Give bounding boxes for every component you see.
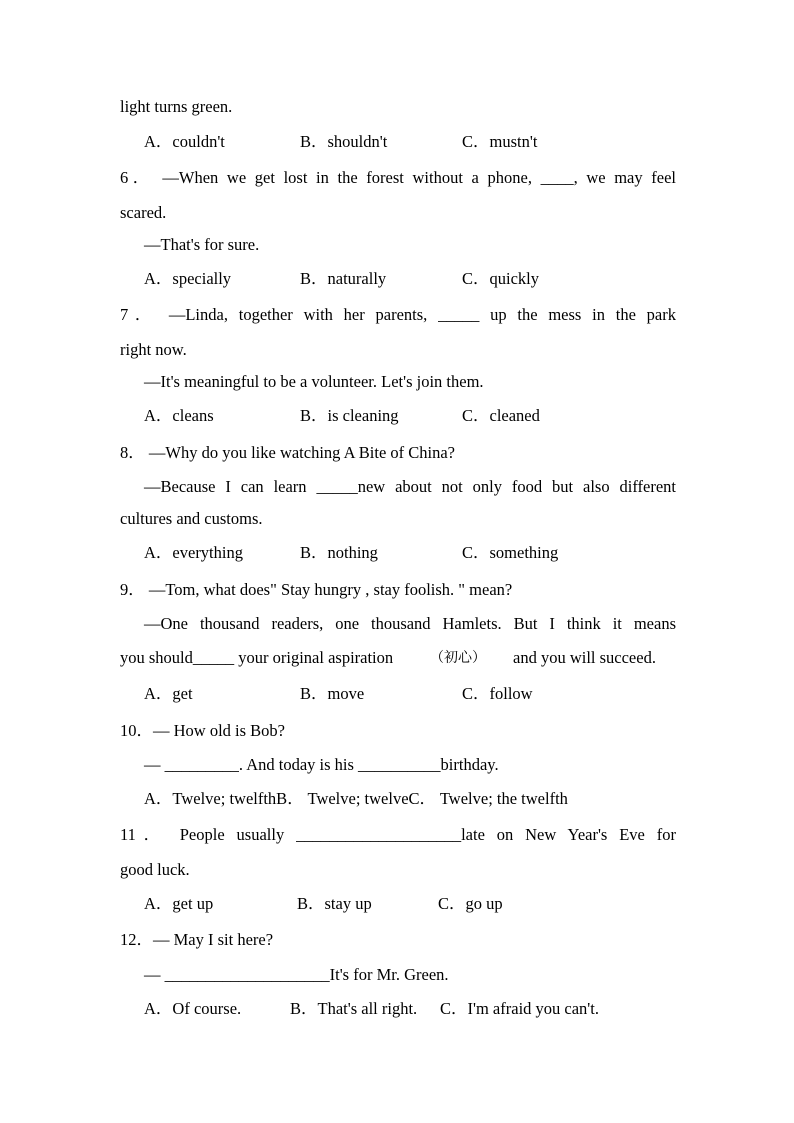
q6-option-b: B．naturally [300,269,387,288]
question-9-stem: 9． —Tom, what does" Stay hungry , stay foolish. " mean? [120,580,513,599]
q7-option-a: A．cleans [144,406,214,425]
q6-option-a: A．specially [144,269,232,288]
question-8-reply: —Because I can learn _____new about not only food but also different [144,477,676,496]
question-6-stem-cont: scared. [120,203,167,222]
q8-option-a: A．everything [144,543,243,562]
q11-option-b: B．stay up [297,894,372,913]
q10-options: A．Twelve; twelfthB． Twelve; twelveC． Twelve; the twelfth [144,789,568,808]
question-11-stem: 11． People usually ____________________late on New Year's Eve for [120,825,676,844]
question-10-stem: 10．— How old is Bob? [120,721,285,740]
question-7-reply: —It's meaningful to be a volunteer. Let's join them. [144,372,484,391]
q9-option-b: B．move [300,684,365,703]
q7-option-b: B．is cleaning [300,406,399,425]
q5-option-a: A．couldn't [144,132,225,151]
question-10-reply: — _________. And today is his __________birthday. [144,755,499,774]
q11-option-a: A．get up [144,894,214,913]
q12-option-a: A．Of course. [144,999,242,1018]
q12-option-c: C．I'm afraid you can't. [440,999,599,1018]
question-8-stem: 8． —Why do you like watching A Bite of China? [120,443,455,462]
q12-option-b: B．That's all right. [290,999,418,1018]
question-9-reply-cont-b: and you will succeed. [513,648,656,667]
question-5-tail: light turns green. [120,97,233,116]
question-6-reply: —That's for sure. [144,235,260,254]
q7-option-c: C．cleaned [462,406,540,425]
q11-option-c: C．go up [438,894,503,913]
q9-option-c: C．follow [462,684,533,703]
question-9-reply: —One thousand readers, one thousand Hamlets. But I think it means [144,614,676,633]
question-11-stem-cont: good luck. [120,860,190,879]
q6-option-c: C．quickly [462,269,539,288]
q5-option-b: B．shouldn't [300,132,388,151]
q8-option-c: C．something [462,543,559,562]
question-7-stem-cont: right now. [120,340,187,359]
question-12-reply: — ____________________It's for Mr. Green. [144,965,449,984]
question-8-reply-cont: cultures and customs. [120,509,263,528]
question-9-chinese-note: （初心） [430,650,486,666]
q9-option-a: A．get [144,684,193,703]
question-12-stem: 12．— May I sit here? [120,930,274,949]
q5-option-c: C．mustn't [462,132,538,151]
question-9-reply-cont-a: you should_____ your original aspiration [120,648,394,667]
q8-option-b: B．nothing [300,543,378,562]
question-7-stem: 7． —Linda, together with her parents, _____ up the mess in the park [120,305,676,324]
question-6-stem: 6． —When we get lost in the forest without a phone, ____, we may feel [120,168,676,187]
